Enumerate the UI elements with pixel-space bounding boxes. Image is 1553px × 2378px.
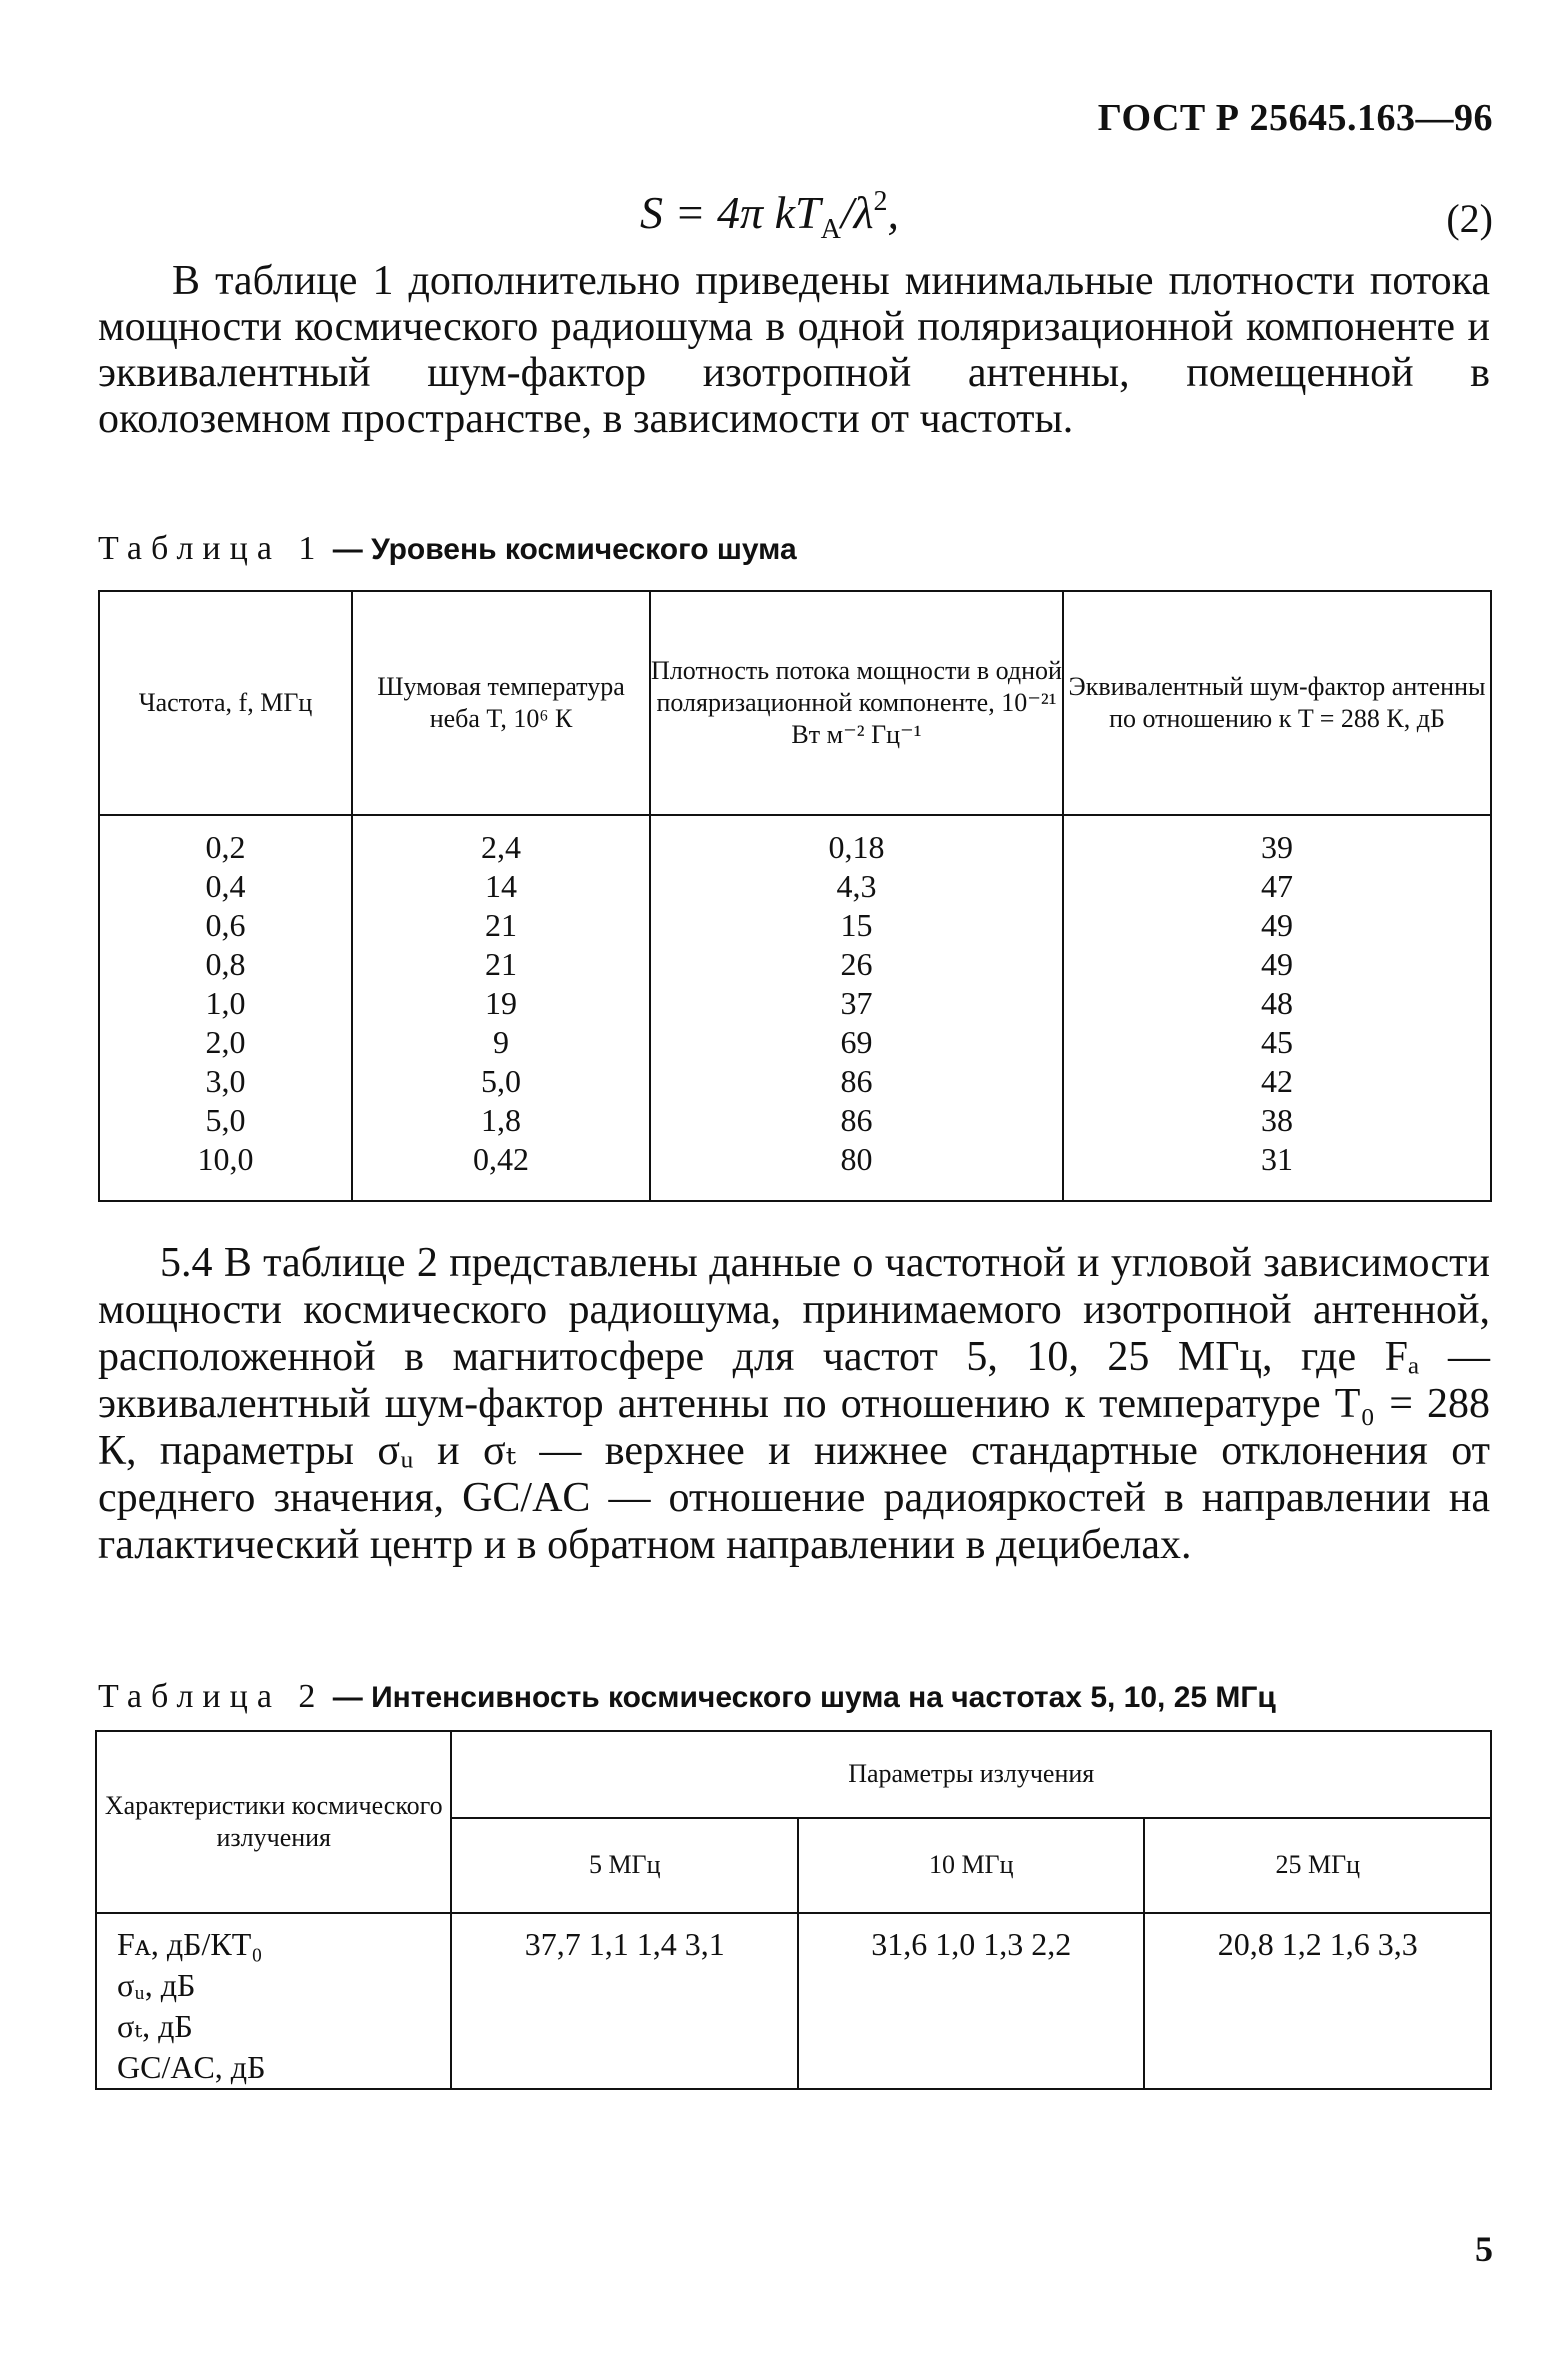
page-number: 5 [1475,2229,1493,2269]
table2-cell: 1,1 [588,1926,629,1962]
table1-cell: 0,4 [205,868,246,904]
table1-cell: 86 [840,1063,873,1099]
table1-cell: 31 [1261,1141,1293,1177]
document-header: ГОСТ Р 25645.163—96 [1097,97,1493,139]
table1-cell: 1,0 [205,985,246,1021]
table1-cell: 9 [493,1024,509,1060]
table-cosmic-noise-intensity [95,1730,1492,2090]
table1-cell: 37 [840,985,873,1021]
table2-header-10mhz: 10 МГц [798,1818,1145,1913]
table1-cell: 39 [1261,829,1293,865]
table1-cell: 0,6 [205,907,246,943]
table1-cell: 49 [1261,907,1293,943]
table2-column-labels [96,1913,451,2089]
table1-cell: 0,8 [205,946,246,982]
table1-cell: 0,42 [473,1141,529,1177]
table2-column-10mhz [798,1913,1145,2089]
table2-caption [98,1678,1276,1716]
table2-header-5mhz: 5 МГц [451,1818,798,1913]
table1-cell: 47 [1261,868,1293,904]
table1-cell: 80 [840,1141,873,1177]
table-cosmic-noise-level [98,590,1492,1202]
table2-cell: 1,0 [935,1926,976,1962]
table2-cell: 3,3 [1377,1926,1418,1962]
formula-subscript: A [820,214,841,245]
table1-cell: 48 [1261,985,1293,1021]
table2-row-label: Fᴀ, дБ/КТ₀ [117,1926,263,1962]
table1-cell: 4,3 [836,868,877,904]
table1-cell: 38 [1261,1102,1293,1138]
table1-column-noise-factor [1063,815,1491,1201]
table1-column-temperature [352,815,650,1201]
table2-cell: 31,6 [871,1926,928,1962]
table1-cell: 14 [485,868,517,904]
table1-cell: 0,18 [828,829,885,865]
table1-cell: 15 [840,907,873,943]
table1-cell: 0,2 [205,829,246,865]
table2-cell: 1,6 [1329,1926,1370,1962]
table1-cell: 5,0 [481,1063,521,1099]
table1-cell: 21 [485,907,517,943]
table1-cell: 69 [840,1024,873,1060]
table2-caption-prefix: Таблица 2 [98,1678,325,1715]
table1-cell: 2,0 [205,1024,246,1060]
table1-cell: 5,0 [205,1102,246,1138]
table2-column-5mhz [451,1913,798,2089]
table2-cell: 2,2 [1031,1926,1072,1962]
table2-header-characteristics: Характеристики космического излучения [96,1731,451,1913]
table2-cell: 1,4 [636,1926,677,1962]
table2-cell: 1,2 [1281,1926,1322,1962]
table2-header-parameters: Параметры излучения [451,1731,1491,1818]
table1-cell: 3,0 [205,1063,246,1099]
table2-body-row [96,1913,1491,2089]
table2-column-25mhz [1144,1913,1491,2089]
table1-cell: 1,8 [481,1102,521,1138]
formula-number: (2) [1446,196,1493,241]
table1-body-row [99,815,1491,1201]
table2-cell: 20,8 [1217,1926,1274,1962]
table1-header-frequency: Частота, f, МГц [99,591,352,815]
table1-cell: 26 [840,946,873,982]
table1-caption-title: — Уровень космического шума [324,533,797,566]
table1-cell: 42 [1261,1063,1293,1099]
table2-row-label: σₜ, дБ [117,2008,193,2044]
table1-header-flux-density: Плотность потока мощности в одной поляризационной компоненте, 10⁻²¹ Вт м⁻² Гц⁻¹ [650,591,1063,815]
formula-lhs: S [640,187,663,238]
table2-cell: 3,1 [684,1926,725,1962]
table1-column-frequency [99,815,352,1201]
formula [640,186,899,246]
table1-column-flux-density [650,815,1063,1201]
table1-header-noise-factor: Эквивалентный шум-фактор антенны по отношению к T = 288 К, дБ [1063,591,1491,815]
table2-cell: 1,3 [983,1926,1024,1962]
table2-caption-title: — Интенсивность космического шума на частотах 5, 10, 25 МГц [324,1681,1276,1714]
paragraph-section-5-4: 5.4 В таблице 2 представлены данные о частотной и угловой зависимости мощности космического радиошума, принимаемого изотропной антенной, расположенной в магнитосфере для частот 5, 10, 25 МГц, где Fₐ — эквивалентный шум-фактор антенны по отношению к температуре T₀ = 288 К, параметры σᵤ и σₜ — верхнее и нижнее стандартные отклонения от среднего значения, GC/AC — отношение радиояркостей в направлении на галактический центр и в обратном направлении в децибелах. [98,1240,1490,1568]
paragraph-intro: В таблице 1 дополнительно приведены минимальные плотности потока мощности космического радиошума в одной поляризационной компоненте и эквивалентный шум-фактор изотропной антенны, помещенной в околоземном пространстве, в зависимости от частоты. [98,258,1490,442]
table1-cell: 10,0 [197,1141,254,1177]
table2-cell: 37,7 [524,1926,581,1962]
table1-header-row [99,591,1491,815]
table1-header-temperature: Шумовая температура неба T, 10⁶ К [352,591,650,815]
table1-cell: 19 [485,985,517,1021]
table1-caption-prefix: Таблица 1 [98,530,325,567]
table1-cell: 2,4 [481,829,521,865]
formula-superscript: 2 [873,186,888,217]
formula-eq: = 4π kT [663,187,821,238]
table2-row-label: GC/AC, дБ [117,2049,266,2085]
table1-cell: 45 [1261,1024,1293,1060]
table1-cell: 86 [840,1102,873,1138]
formula-slash: /λ [840,187,874,238]
table2-header-row-top [96,1731,1491,1818]
formula-tail: , [887,187,900,238]
table2-row-label: σᵤ, дБ [117,1967,196,2003]
table1-cell: 21 [485,946,517,982]
table1-cell: 49 [1261,946,1293,982]
table2-header-25mhz: 25 МГц [1144,1818,1491,1913]
table1-caption [98,530,797,568]
